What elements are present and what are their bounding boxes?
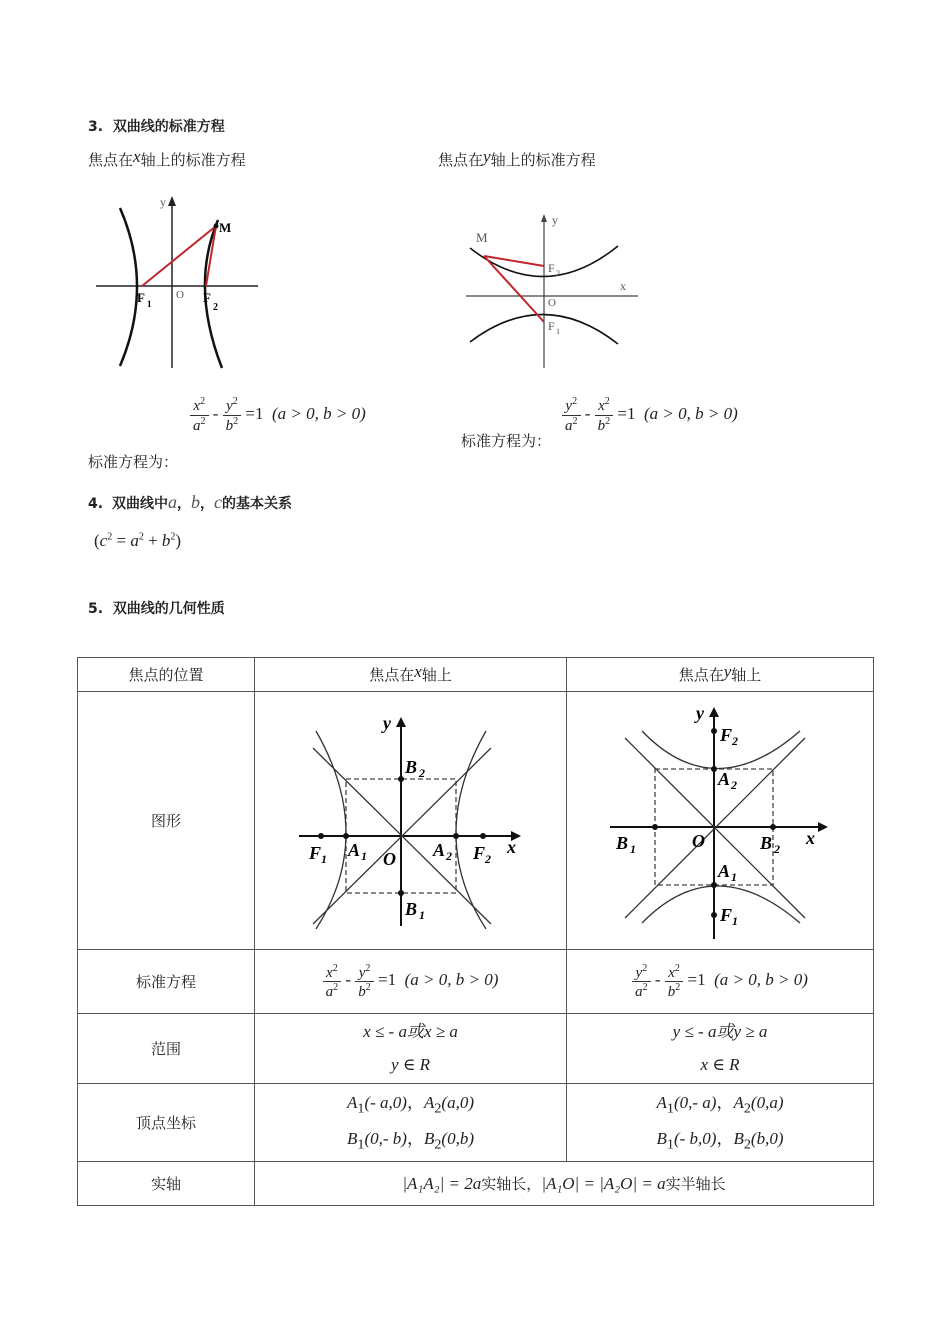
origin-label: O <box>176 289 184 301</box>
right-caption <box>438 149 596 170</box>
vertex-y-cell <box>567 1084 874 1162</box>
table-row-std <box>78 950 874 1014</box>
num: y <box>226 398 233 414</box>
paren: ( <box>94 531 100 550</box>
a2-sub: 2 <box>445 848 452 863</box>
var-b: b <box>190 492 200 512</box>
f2-dot <box>480 833 486 839</box>
exp: 2 <box>642 962 648 974</box>
comma: ， <box>716 1128 734 1148</box>
fraction-1 <box>562 396 581 434</box>
a1-label: A <box>347 839 360 860</box>
a1: A <box>347 1093 358 1113</box>
operator: - <box>654 970 661 990</box>
a1-value: (0,- a) <box>673 1093 717 1113</box>
header-position: 焦点的位置 <box>78 658 255 692</box>
exp: 2 <box>642 982 648 993</box>
f2-label: F <box>720 724 733 745</box>
den: b <box>358 984 366 1000</box>
origin-label: O <box>548 297 556 309</box>
f1-label: F <box>720 904 733 925</box>
graph-y-foci <box>600 701 840 941</box>
caption-post: 轴上的标准方程 <box>140 151 246 169</box>
row-label-std: 标准方程 <box>78 950 255 1014</box>
y-label: y <box>552 213 558 227</box>
left-branch <box>316 731 346 929</box>
y-label: y <box>696 702 704 723</box>
row-label-graph: 图形 <box>78 692 255 950</box>
a1-sub: 1 <box>731 869 737 884</box>
condition: (a > 0, b > 0) <box>644 403 738 423</box>
f2-sub: 2 <box>556 269 560 278</box>
point-m <box>214 224 219 229</box>
sep: ， <box>176 496 191 512</box>
x-label: x <box>806 827 815 848</box>
a2-value: (a,0) <box>441 1093 474 1113</box>
den: b <box>597 417 606 434</box>
origin-label: O <box>692 830 705 851</box>
var-a: a <box>167 492 177 512</box>
den: b <box>225 417 234 434</box>
b2-sub: 2 <box>774 841 780 856</box>
f1-sub: 1 <box>147 299 152 309</box>
real-semi-axis-eq: |A₁O| = |A₂O| = a <box>541 1174 666 1193</box>
x-axis-arrow <box>818 822 828 832</box>
sub: 1 <box>666 1135 674 1152</box>
f2-dot <box>711 728 717 734</box>
num: x <box>668 964 675 981</box>
b2-dot <box>770 824 776 830</box>
fraction-2 <box>665 963 684 1001</box>
range-y-line1: y ≤ - a或y ≥ a <box>672 1022 768 1042</box>
f2-sub: 2 <box>732 733 738 748</box>
sub: 1 <box>357 1135 365 1152</box>
b1: B <box>656 1128 667 1148</box>
exp: 2 <box>572 415 578 427</box>
num: x <box>598 398 605 414</box>
b2-label: B <box>760 832 773 853</box>
real-axis-cell <box>255 1162 874 1206</box>
num: x <box>193 398 201 414</box>
den: a <box>635 984 643 1000</box>
f2-sub: 2 <box>213 302 218 313</box>
table-row-graph <box>78 692 874 950</box>
fraction-1 <box>632 963 651 1001</box>
section-5-heading <box>88 598 225 618</box>
fraction-1 <box>190 396 209 434</box>
exp: 2 <box>675 982 681 993</box>
table-row-vertex <box>78 1084 874 1162</box>
exp: 2 <box>332 962 338 974</box>
section-3-heading <box>88 116 225 136</box>
vertex-x-line1 <box>256 1087 565 1122</box>
a1-label: A <box>718 860 731 881</box>
m-label: M <box>219 220 232 235</box>
heading-text: 双曲线的标准方程 <box>112 119 225 135</box>
hyperbola-y-figure <box>462 210 642 370</box>
num: y <box>635 964 643 981</box>
b1-dot <box>398 890 404 896</box>
var-c: c <box>213 492 222 512</box>
sub: 2 <box>434 1100 442 1117</box>
sub: 2 <box>743 1100 751 1117</box>
range-x-cell <box>255 1014 567 1084</box>
sub: 1 <box>666 1100 674 1117</box>
a1-sub: 1 <box>360 848 367 863</box>
op: = <box>112 531 131 550</box>
table-row-real-axis <box>78 1162 874 1206</box>
f2-sub: 2 <box>484 851 491 866</box>
abc-relation <box>94 531 181 551</box>
b2: B <box>423 1128 435 1148</box>
num: y <box>358 964 366 981</box>
a1: A <box>656 1093 667 1113</box>
mf1-segment <box>484 256 544 322</box>
sub: 2 <box>743 1135 751 1152</box>
caption-post: 轴上的标准方程 <box>490 151 596 169</box>
b2-dot <box>398 776 404 782</box>
f1-label: F <box>137 290 145 305</box>
x-label: x <box>620 279 626 293</box>
a2-dot <box>711 766 717 772</box>
den: a <box>193 417 201 434</box>
std-x-cell <box>255 950 567 1014</box>
exp: 2 <box>170 531 176 543</box>
f1-sub: 1 <box>320 851 327 866</box>
sep: ， <box>199 496 214 512</box>
graph-y-foci-cell <box>567 692 874 950</box>
exp: 2 <box>138 531 144 543</box>
caption-pre: 焦点在 <box>438 151 484 169</box>
real-semi-axis-text: 实半轴长 <box>665 1175 726 1193</box>
paren: ) <box>175 531 182 550</box>
operator: - <box>212 403 219 423</box>
b1-value: (0,- b) <box>364 1128 407 1148</box>
real-axis-length-text: 实轴长， <box>481 1175 542 1193</box>
pre: 焦点在 <box>369 666 415 684</box>
row-label-range: 范围 <box>78 1014 255 1084</box>
a2-dot <box>453 833 459 839</box>
vertex-y-line2 <box>568 1123 872 1158</box>
std-label-right: 标准方程为： <box>461 432 552 450</box>
properties-table <box>77 657 874 1206</box>
table-header-row <box>78 658 874 692</box>
post: 轴上 <box>421 666 452 684</box>
den: b <box>667 984 676 1000</box>
den: a <box>325 984 334 1000</box>
equation-y-foci <box>562 396 738 434</box>
post: 轴上 <box>731 666 762 684</box>
f1-label: F <box>308 842 321 863</box>
left-branch <box>120 208 137 366</box>
exp: 2 <box>674 962 680 974</box>
b1-value: (- b,0) <box>673 1128 717 1148</box>
caption-var: x <box>133 147 141 166</box>
b2-value: (0,b) <box>441 1128 474 1148</box>
comma: ， <box>406 1093 424 1113</box>
heading-number: 5. <box>88 601 104 617</box>
origin-label: O <box>382 848 396 869</box>
b1-label: B <box>616 832 629 853</box>
exp: 2 <box>333 982 339 993</box>
rhs: =1 <box>378 970 397 990</box>
exp: 2 <box>572 396 578 407</box>
condition: (a > 0, b > 0) <box>272 403 366 423</box>
f2-label: F <box>472 842 485 863</box>
operator: - <box>345 970 352 990</box>
row-label-vertex: 顶点坐标 <box>78 1084 255 1162</box>
header-x-foci <box>255 658 567 692</box>
table-row-range <box>78 1014 874 1084</box>
exp: 2 <box>233 415 239 427</box>
b1-sub: 1 <box>418 907 425 922</box>
a2-sub: 2 <box>731 777 737 792</box>
b2: B <box>733 1128 744 1148</box>
range-y-cell <box>567 1014 874 1084</box>
var: c <box>99 531 108 550</box>
m-label: M <box>476 230 488 245</box>
exp: 2 <box>365 962 371 974</box>
rhs: =1 <box>617 403 636 423</box>
a1-dot <box>711 882 717 888</box>
vertex-y-line1 <box>568 1087 872 1122</box>
a2: A <box>423 1093 435 1113</box>
section-4-heading <box>88 492 292 513</box>
fraction-2 <box>355 963 374 1001</box>
a2-value: (0,a) <box>750 1093 784 1113</box>
caption-var: y <box>483 147 491 166</box>
real-axis-length-eq: |A₁A₂| = 2a <box>402 1174 482 1193</box>
exp: 2 <box>232 396 238 407</box>
b1-dot <box>652 824 658 830</box>
y-label: y <box>382 712 391 733</box>
fraction-2 <box>595 396 614 434</box>
f2-label: F <box>203 290 211 305</box>
b1-sub: 1 <box>630 841 636 856</box>
b1-label: B <box>404 898 417 919</box>
op: + <box>143 531 162 550</box>
y-axis-arrow <box>541 214 547 222</box>
var: x <box>414 662 422 681</box>
heading-pre: 双曲线中 <box>111 496 168 512</box>
f1-dot <box>711 912 717 918</box>
y-axis-arrow <box>709 707 719 717</box>
heading-number: 4. <box>88 496 104 512</box>
range-y-line2: x ∈ R <box>700 1054 740 1074</box>
caption-pre: 焦点在 <box>88 151 134 169</box>
condition: (a > 0, b > 0) <box>404 970 499 990</box>
row-label-real-axis: 实轴 <box>78 1162 255 1206</box>
exp: 2 <box>605 415 611 427</box>
f1-dot <box>318 833 324 839</box>
fraction-2 <box>223 396 242 434</box>
a1-dot <box>343 833 349 839</box>
comma: ， <box>406 1128 424 1148</box>
var: b <box>161 531 171 550</box>
graph-x-foci <box>291 711 531 931</box>
f2-label: F <box>548 261 555 275</box>
header-y-foci <box>567 658 874 692</box>
rhs: =1 <box>687 970 706 990</box>
vertex-x-cell <box>255 1084 567 1162</box>
exp: 2 <box>107 531 113 543</box>
right-branch <box>456 731 486 929</box>
f1-sub: 1 <box>556 327 560 336</box>
y-label: y <box>160 195 166 209</box>
equation-x <box>323 962 499 1000</box>
exp: 2 <box>365 982 371 993</box>
equation-x-foci <box>190 396 366 434</box>
b2-label: B <box>404 756 417 777</box>
var: a <box>130 531 139 550</box>
rhs: =1 <box>245 403 264 423</box>
y-axis-arrow <box>168 196 176 206</box>
heading-number: 3. <box>88 119 104 135</box>
std-y-cell <box>567 950 874 1014</box>
a2: A <box>733 1093 744 1113</box>
x-label: x <box>506 836 516 857</box>
exp: 2 <box>200 415 206 427</box>
range-x-line1: x ≤ - a或x ≥ a <box>363 1022 458 1042</box>
var: y <box>723 662 732 681</box>
num: y <box>565 398 573 414</box>
f1-label: F <box>548 319 555 333</box>
graph-x-foci-cell <box>255 692 567 950</box>
sub: 1 <box>357 1100 365 1117</box>
fraction-1 <box>323 963 342 1001</box>
pre: 焦点在 <box>678 666 724 684</box>
range-x-line2: y ∈ R <box>390 1054 430 1074</box>
hyperbola-x-figure <box>92 190 262 370</box>
operator: - <box>584 403 591 423</box>
y-axis-arrow <box>396 717 406 727</box>
num: x <box>326 964 333 981</box>
b1: B <box>347 1128 358 1148</box>
left-caption <box>88 149 246 170</box>
a1-value: (- a,0) <box>364 1093 407 1113</box>
heading-text: 双曲线的几何性质 <box>112 601 225 617</box>
condition: (a > 0, b > 0) <box>714 970 808 990</box>
sub: 2 <box>434 1135 442 1152</box>
a2-label: A <box>718 768 731 789</box>
den: a <box>565 417 573 434</box>
equation-y <box>632 962 808 1000</box>
comma: ， <box>716 1093 734 1113</box>
a2-label: A <box>432 839 445 860</box>
f1-sub: 1 <box>732 913 738 928</box>
heading-post: 的基本关系 <box>221 496 292 512</box>
std-label-left: 标准方程为： <box>88 453 179 471</box>
exp: 2 <box>604 396 610 407</box>
vertex-x-line2 <box>256 1123 565 1158</box>
exp: 2 <box>200 396 206 407</box>
b2-sub: 2 <box>418 765 425 780</box>
b2-value: (b,0) <box>750 1128 784 1148</box>
